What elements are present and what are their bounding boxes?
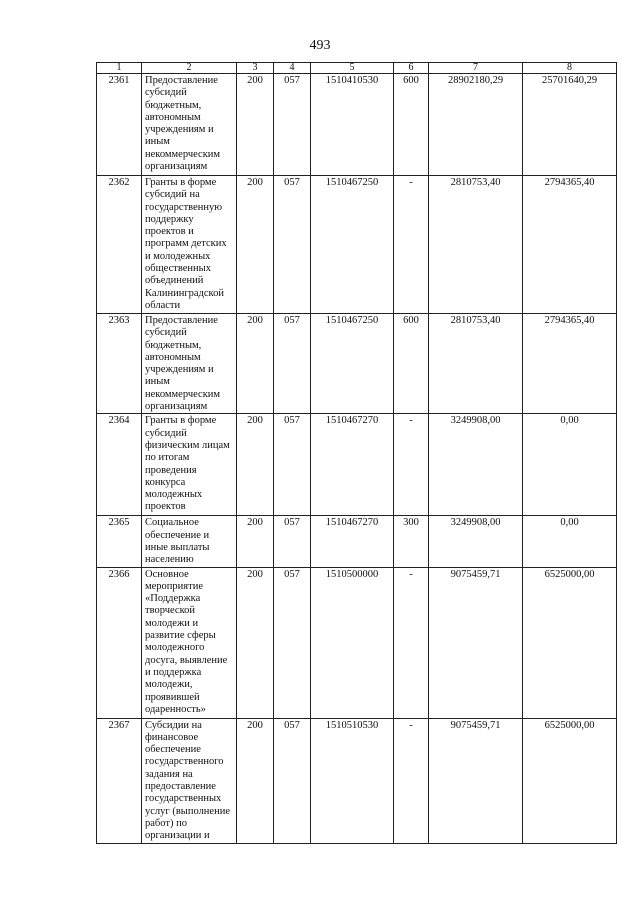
row-number: 2366	[97, 567, 142, 718]
cell-col5: 1510467250	[311, 314, 394, 414]
cell-col3: 200	[237, 74, 274, 176]
cell-col7: 9075459,71	[429, 567, 523, 718]
cell-col8: 25701640,29	[523, 74, 617, 176]
table-row	[97, 176, 617, 314]
cell-col8: 2794365,40	[523, 314, 617, 414]
cell-col3: 200	[237, 516, 274, 567]
cell-col5: 1510467270	[311, 414, 394, 516]
cell-col3: 200	[237, 718, 274, 843]
column-header-1: 1	[97, 63, 142, 74]
cell-col5: 1510500000	[311, 567, 394, 718]
cell-col3: 200	[237, 414, 274, 516]
cell-col4: 057	[274, 314, 311, 414]
cell-col6: -	[394, 567, 429, 718]
table-row	[97, 74, 617, 176]
cell-col6: 600	[394, 74, 429, 176]
cell-col8: 6525000,00	[523, 567, 617, 718]
cell-col4: 057	[274, 414, 311, 516]
cell-col7: 2810753,40	[429, 176, 523, 314]
row-number: 2365	[97, 516, 142, 567]
cell-col6: 300	[394, 516, 429, 567]
row-description: Гранты в форме субсидий на государственную поддержку проектов и программ детских и молодежных общественных объединений Калининградской области	[142, 176, 237, 314]
cell-col7: 3249908,00	[429, 516, 523, 567]
cell-col4: 057	[274, 74, 311, 176]
cell-col6: -	[394, 414, 429, 516]
cell-col5: 1510467250	[311, 176, 394, 314]
table-row	[97, 414, 617, 516]
column-header-4: 4	[274, 63, 311, 74]
cell-col4: 057	[274, 176, 311, 314]
cell-col5: 1510510530	[311, 718, 394, 843]
header-row	[97, 63, 617, 74]
row-description: Социальное обеспечение и иные выплаты населению	[142, 516, 237, 567]
row-number: 2364	[97, 414, 142, 516]
cell-col8: 0,00	[523, 516, 617, 567]
cell-col6: -	[394, 176, 429, 314]
cell-col6: -	[394, 718, 429, 843]
cell-col4: 057	[274, 516, 311, 567]
page-number: 493	[309, 38, 331, 53]
row-number: 2367	[97, 718, 142, 843]
cell-col4: 057	[274, 718, 311, 843]
table-row	[97, 516, 617, 567]
cell-col5: 1510467270	[311, 516, 394, 567]
cell-col6: 600	[394, 314, 429, 414]
cell-col4: 057	[274, 567, 311, 718]
cell-col8: 0,00	[523, 414, 617, 516]
column-header-7: 7	[429, 63, 523, 74]
cell-col7: 3249908,00	[429, 414, 523, 516]
column-header-6: 6	[394, 63, 429, 74]
cell-col7: 9075459,71	[429, 718, 523, 843]
table-row	[97, 314, 617, 414]
cell-col8: 6525000,00	[523, 718, 617, 843]
column-header-2: 2	[142, 63, 237, 74]
cell-col8: 2794365,40	[523, 176, 617, 314]
cell-col3: 200	[237, 176, 274, 314]
column-header-3: 3	[237, 63, 274, 74]
row-description: Гранты в форме субсидий физическим лицам по итогам проведения конкурса молодежных проектов	[142, 414, 237, 516]
cell-col5: 1510410530	[311, 74, 394, 176]
row-description: Предоставление субсидий бюджетным, автономным учреждениям и иным некоммерческим организациям	[142, 314, 237, 414]
cell-col7: 28902180,29	[429, 74, 523, 176]
table-row	[97, 718, 617, 843]
cell-col7: 2810753,40	[429, 314, 523, 414]
column-header-8: 8	[523, 63, 617, 74]
row-description: Предоставление субсидий бюджетным, автономным учреждениям и иным некоммерческим организациям	[142, 74, 237, 176]
row-description: Субсидии на финансовое обеспечение государственного задания на предоставление государственных услуг (выполнение работ) по организации и	[142, 718, 237, 843]
row-description: Основное мероприятие «Поддержка творческой молодежи и развитие сферы молодежного досуга, выявление и поддержка молодежи, проявившей одаренность»	[142, 567, 237, 718]
table-row	[97, 567, 617, 718]
row-number: 2361	[97, 74, 142, 176]
budget-table	[96, 62, 617, 844]
row-number: 2363	[97, 314, 142, 414]
cell-col3: 200	[237, 314, 274, 414]
row-number: 2362	[97, 176, 142, 314]
column-header-5: 5	[311, 63, 394, 74]
cell-col3: 200	[237, 567, 274, 718]
